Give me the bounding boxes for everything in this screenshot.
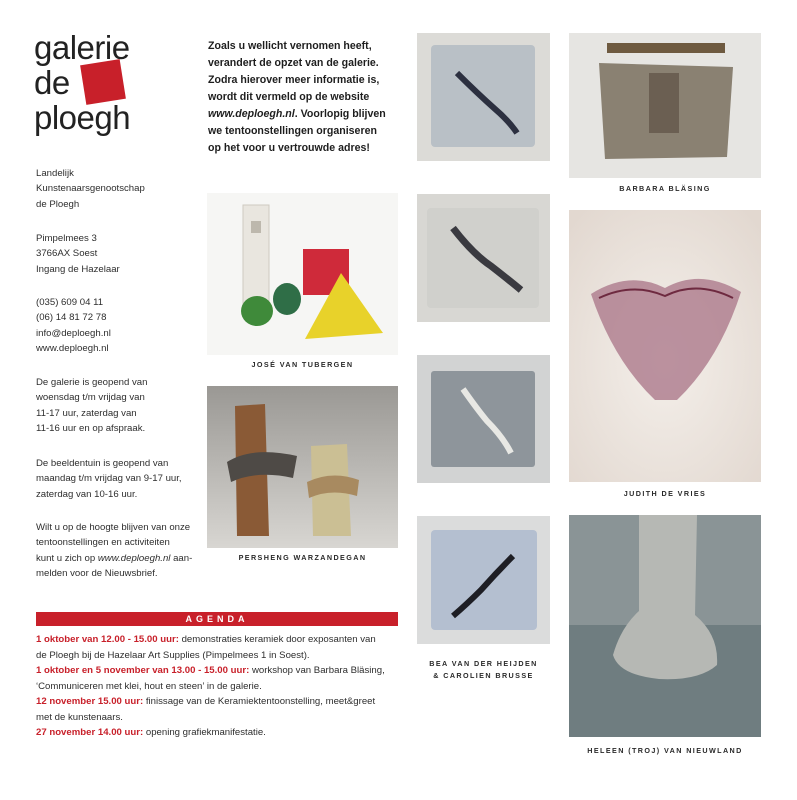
logo-line-ploegh: ploegh	[34, 99, 131, 136]
artwork-barbara-blasing	[569, 33, 761, 178]
logo-line-galerie: galerie	[34, 29, 130, 66]
artwork-bea-tile-1	[417, 33, 550, 161]
address-city: 3766AX Soest	[36, 248, 98, 260]
agenda-header: AGENDA	[36, 612, 398, 626]
artwork-judith-de-vries	[569, 210, 761, 482]
phone-1: (035) 609 04 11	[36, 297, 104, 308]
artwork-jose-van-tubergen	[207, 193, 398, 355]
caption-jose: JOSÉ VAN TUBERGEN	[251, 360, 354, 369]
artwork-heleen-van-nieuwland	[569, 515, 761, 737]
caption-heleen: HELEEN (TROJ) VAN NIEUWLAND	[587, 746, 743, 755]
agenda-item: 1 oktober en 5 november van 13.00 - 15.00 uur: workshop van Barbara Bläsing,	[36, 665, 385, 676]
agenda-item: 1 oktober van 12.00 - 15.00 uur: demonstraties keramiek door exposanten van	[36, 634, 376, 645]
newsletter-text: Wilt u op de hoogte blijven van onze tentoonstellingen en activiteiten kunt u zich op www.deploegh.nl aan- melden voor de Nieuwsbrief.	[36, 522, 193, 579]
logo-line-de: de	[34, 64, 70, 101]
email-link[interactable]: info@deploegh.nl	[36, 327, 111, 339]
intro-text: Zoals u wellicht vernomen heeft, verandert de opzet van de galerie. Zodra hierover meer informatie is, wordt dit vermeld op de website www.deploegh.nl. Voorlopig blijven we tentoonstellingen organiseren op het voor u vertrouwde adres!	[208, 40, 386, 154]
intro-website-link[interactable]: www.deploegh.nl	[208, 108, 295, 120]
gallery-hours: De galerie is geopend van woensdag t/m vrijdag van 11-17 uur, zaterdag van 11-16 uur en op afspraak.	[36, 377, 148, 434]
newsletter-link[interactable]: www.deploegh.nl	[97, 552, 171, 564]
logo	[34, 30, 130, 135]
caption-barbara: BARBARA BLÄSING	[619, 184, 711, 193]
artwork-persheng-warzandegan	[207, 386, 398, 548]
garden-hours: De beeldentuin is geopend van maandag t/m vrijdag van 9-17 uur, zaterdag van 10-16 uur.	[36, 458, 182, 500]
agenda-list: 1 oktober van 12.00 - 15.00 uur: demonstraties keramiek door exposanten van de Ploegh bij de Hazelaar Art Supplies (Pimpelmees 1 in Soest). 1 oktober en 5 november van 13.00 - 15.00 uur: workshop van Barbara Bläsing, ‘Communiceren met klei, hout en steen’ in de galerie. 12 november 15.00 uur: finissage van de Keramiektentoonstelling, meet&greet met de kunstenaars. 27 november 14.00 uur: opening grafiekmanifestatie.	[36, 632, 406, 741]
caption-judith: JUDITH DE VRIES	[623, 489, 707, 498]
caption-bea: BEA VAN DER HEIJDEN & CAROLIEN BRUSSE	[429, 659, 538, 680]
address-street: Pimpelmees 3	[36, 233, 97, 244]
address	[36, 231, 120, 277]
caption-persheng: PERSHENG WARZANDEGAN	[238, 553, 367, 562]
agenda-item: 12 november 15.00 uur: finissage van de Keramiektentoonstelling, meet&greet	[36, 696, 376, 707]
agenda-item: 27 november 14.00 uur: opening grafiekmanifestatie.	[36, 727, 266, 738]
artwork-bea-tile-4	[417, 516, 550, 644]
website-link[interactable]: www.deploegh.nl	[36, 342, 109, 354]
phone-2: (06) 14 81 72 78	[36, 312, 107, 324]
org-name: Landelijk Kunstenaarsgenootschap de Ploegh	[36, 168, 145, 210]
artwork-bea-tile-2	[417, 194, 550, 322]
contact	[36, 295, 111, 356]
address-entrance: Ingang de Hazelaar	[36, 263, 120, 275]
artwork-bea-tile-3	[417, 355, 550, 483]
